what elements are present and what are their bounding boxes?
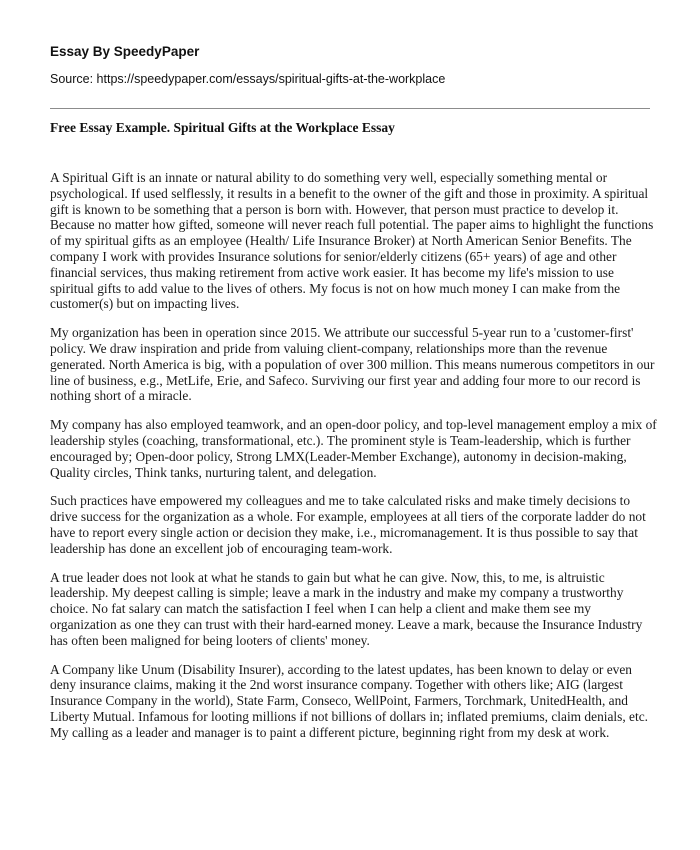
essay-paragraph-4: Such practices have empowered my colleagues and me to take calculated risks and make timely decisions to drive success for the organization as a whole. For example, employees at all tiers of the corporate ladder do not have to report every single action or decision they make, i.e., micromanagement. It is thus possible to say that leadership has done an excellent job of encouraging team-work. (50, 493, 646, 556)
essay-paragraph-3: My company has also employed teamwork, and an open-door policy, and top-level management employ a mix of leadership styles (coaching, transformational, etc.). The prominent style is Team-leadership, which is further encouraged by; Open-door policy, Strong LMX(Leader-Member Exchange), autonomy in decision-making, Quality circles, Think tanks, nurturing talent, and delegation. (50, 417, 657, 480)
essay-body (50, 170, 658, 754)
essay-paragraph-6: A Company like Unum (Disability Insurer), according to the latest updates, has been known to delay or even deny insurance claims, making it the 2nd worst insurance company. Together with others like; AIG (largest Insurance Company in the world), State Farm, Conseco, WellPoint, Farmers, Torchmark, UnitedHealth, and Liberty Mutual. Infamous for looting millions if not billions of dollars in; inflated premiums, claim denials, etc. My calling as a leader and manager is to paint a different picture, beginning right from my desk at work. (50, 661, 649, 740)
essay-title: Free Essay Example. Spiritual Gifts at the Workplace Essay (50, 120, 395, 135)
publisher-heading: Essay By SpeedyPaper (50, 44, 200, 59)
essay-paragraph-1: A Spiritual Gift is an innate or natural ability to do something very well, especially something mental or psychological. If used selflessly, it results in a benefit to the owner of the gift and those in proximity. A spiritual gift is known to be something that a person is born with. However, that person must practice to develop it. Because no matter how gifted, someone will never reach full potential. The paper aims to highlight the functions of my spiritual gifts as an employee (Health/ Life Insurance Broker) at North American Senior Benefits. The company I work with provides Insurance solutions for senior/elderly citizens (65+ years) of age and other financial services, thus making retirement from active work easier. It has become my life's mission to use spiritual gifts to add value to the lives of others. My focus is not on how much money I can make from the customer(s) but on impacting lives. (50, 170, 654, 312)
essay-paragraph-5: A true leader does not look at what he stands to gain but what he can give. Now, this, to me, is altruistic leadership. My deepest calling is simple; leave a mark in the industry and make my company a trustworthy choice. No fat salary can match the satisfaction I feel when I can help a client and make them see my organization as one they can trust with their hard-earned money. Leave a mark, because the Insurance Industry has often been maligned for being looters of clients' money. (50, 569, 643, 648)
essay-paragraph-2: My organization has been in operation since 2015. We attribute our successful 5-year run to a 'customer-first' policy. We draw inspiration and pride from valuing client-company, relationships more than the revenue generated. North America is big, with a population of over 300 million. This means numerous competitors in our line of business, e.g., MetLife, Erie, and Safeco. Surviving our first year and adding four more to our record is nothing short of a miracle. (50, 325, 655, 404)
source-line: Source: https://speedypaper.com/essays/spiritual-gifts-at-the-workplace (50, 72, 446, 86)
header-divider (50, 108, 650, 109)
